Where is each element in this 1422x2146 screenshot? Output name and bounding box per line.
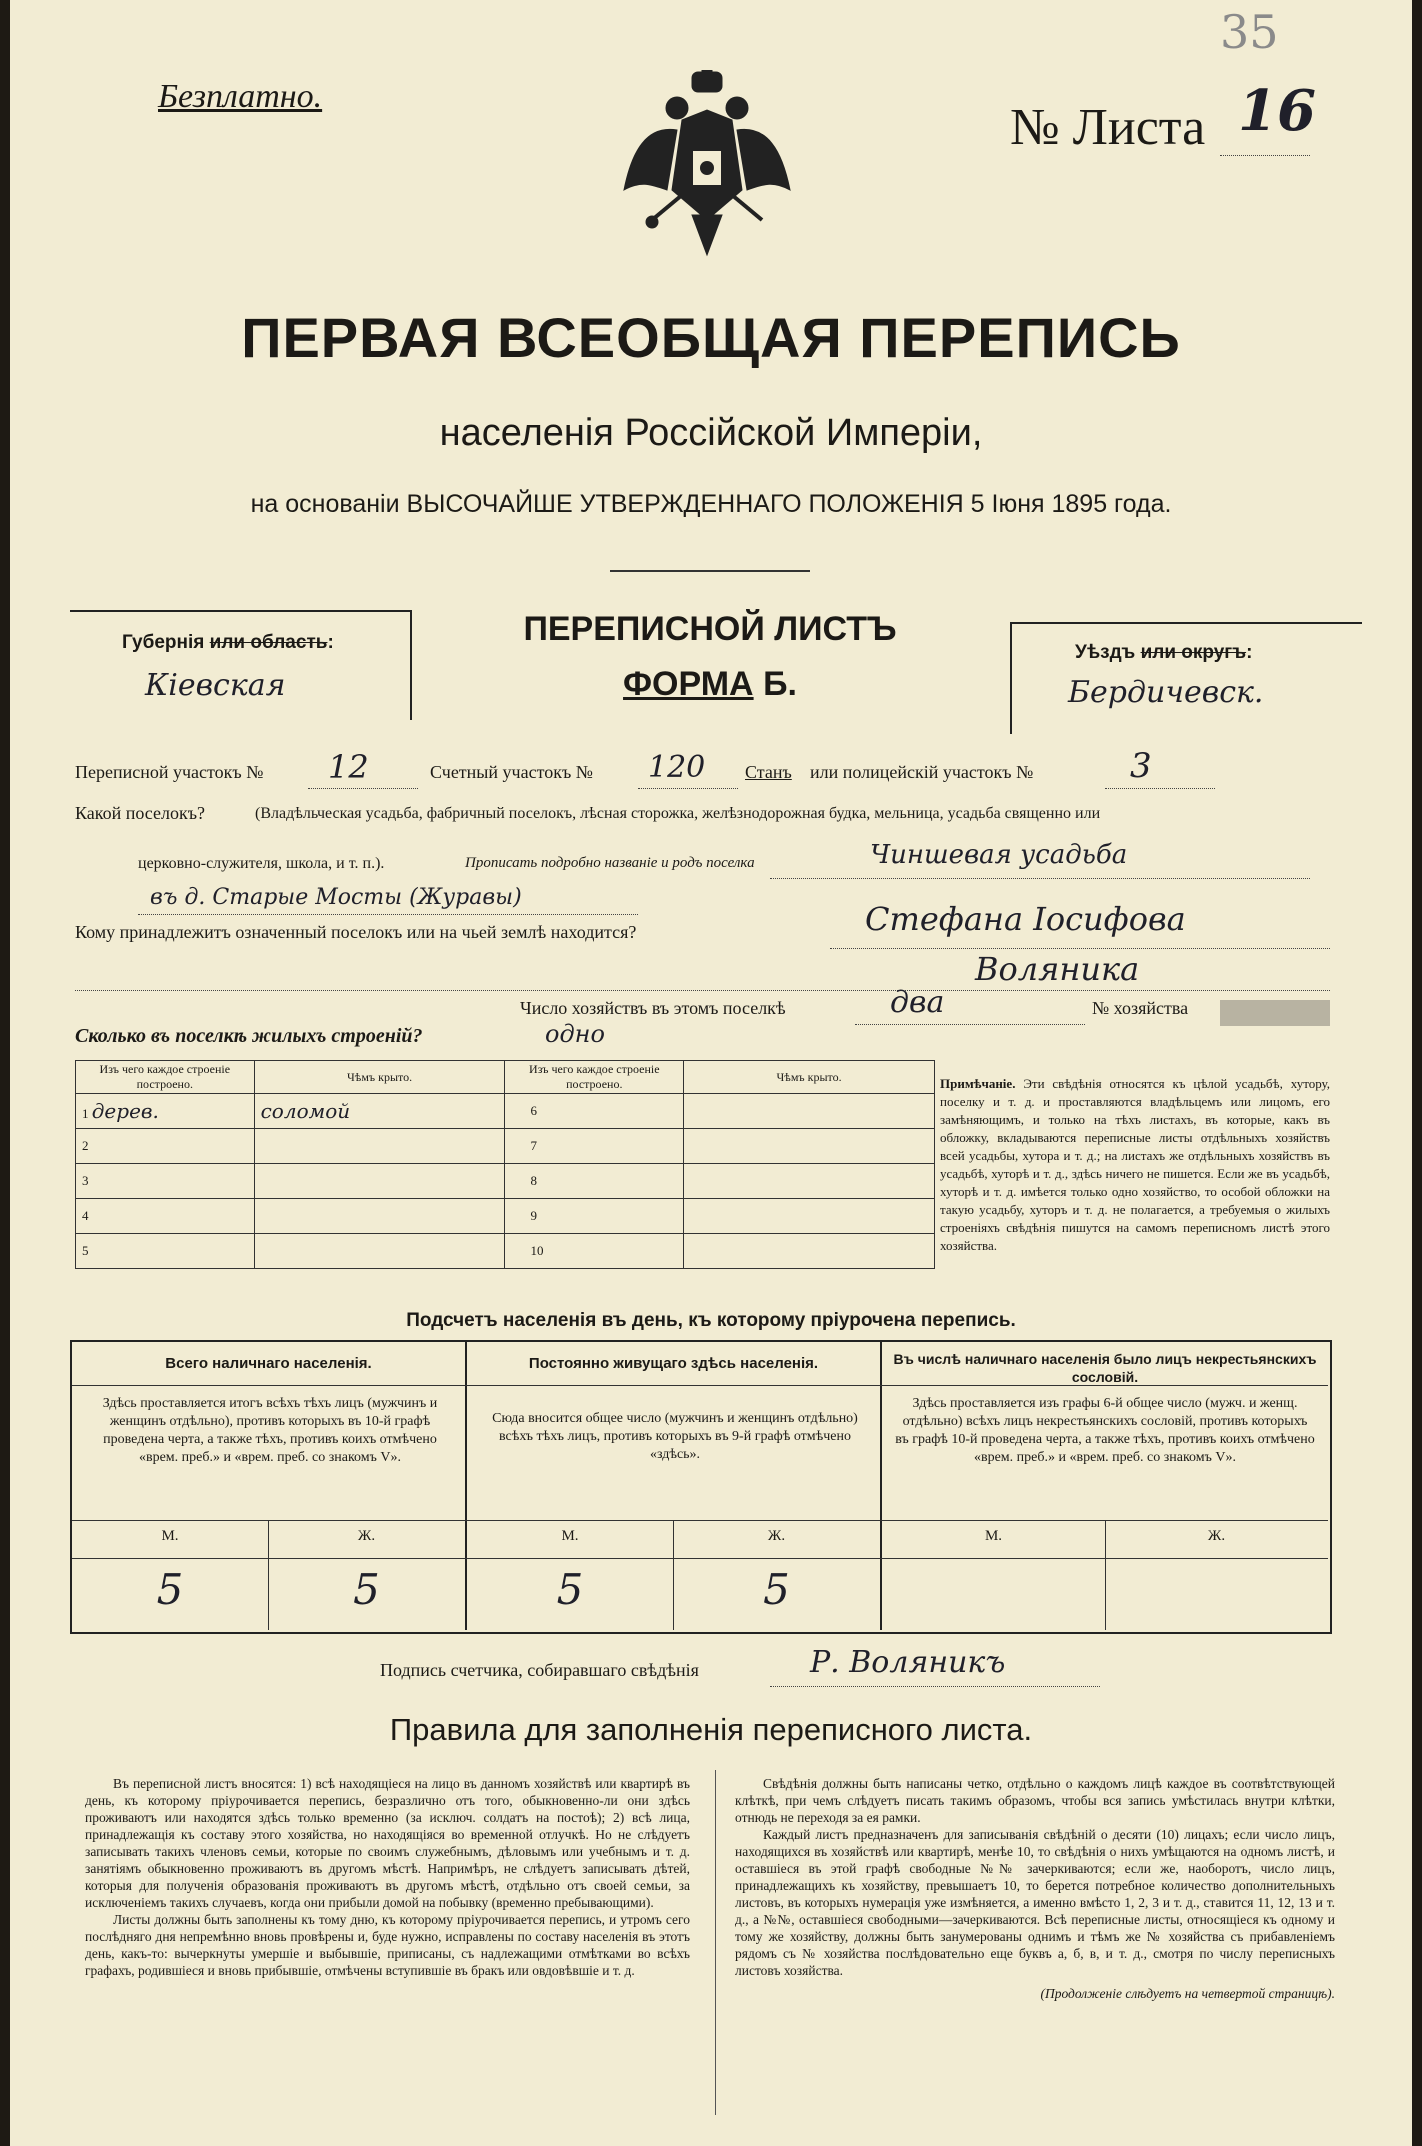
census-district-value: 12 bbox=[328, 748, 369, 786]
settlement-value: Чиншевая усадьба bbox=[870, 840, 1128, 870]
rules-divider bbox=[715, 1770, 716, 2115]
buildings-value: одно bbox=[545, 1020, 605, 1048]
total-f-value: 5 bbox=[353, 1565, 380, 1614]
form-type: ФОРМА Б. bbox=[623, 665, 797, 703]
count-district-label: Счетный участокъ № bbox=[430, 762, 593, 782]
owner-question: Кому принадлежитъ означенный поселокъ или на чьей землѣ находится? bbox=[75, 922, 637, 942]
subtitle-decree: на основаніи ВЫСОЧАЙШЕ УТВЕРЖДЕННАГО ПОЛОЖЕНІЯ 5 Іюня 1895 года. bbox=[250, 490, 1172, 518]
non-peasant-f-label: Ж. bbox=[1207, 1528, 1226, 1544]
household-number-redacted bbox=[1220, 1000, 1330, 1026]
rules-continued: (Продолженіе слѣдуетъ на четвертой страницѣ). bbox=[1040, 1986, 1335, 2001]
census-district-label: Переписной участокъ № bbox=[75, 762, 264, 782]
sheet-number-value: 16 bbox=[1238, 78, 1316, 144]
total-f-label: Ж. bbox=[357, 1528, 376, 1544]
rules-right-paragraph-2: Каждый листъ предназначенъ для записыванія свѣдѣній о десяти (10) лицахъ; если число лицъ, находящихся въ хозяйствѣ или квартирѣ, менѣе 10, то свѣдѣнія о нихъ умѣщаются на одномъ листѣ, и оставшіеся въ этой графѣ свободные №№ зачеркиваются; если же, наоборотъ, число лицъ, принадлежащихъ къ хозяйству, превышаетъ 10, то берется потребное количество дополнительныхъ листовъ, въ которыхъ нумерація уже измѣняется, а именно вмѣсто 1, 2, 3 и т. д., ставится 11, 12, 13 и т. д., а №№, оставшіеся свободными—зачеркиваются. Всѣ переписные листы, относящіеся къ одному и тому же хозяйству, должны быть занумерованы однимъ и тѣмъ же № хозяйства съ прибавленіемъ рядомъ съ № хозяйства послѣдовательно еще буквъ а, б, в, и т. д., смотря по числу переписныхъ листовъ хозяйства. bbox=[735, 1827, 1335, 1978]
form-name: ПЕРЕПИСНОЙ ЛИСТЪ bbox=[523, 610, 897, 648]
owner-value-2: Воляника bbox=[975, 950, 1140, 988]
non-peasant-text: Здѣсь проставляется изъ графы 6-й общее число (мужч. и женщ. отдѣльно) всѣхъ лицъ некрестьянскихъ сословій, противъ которыхъ въ графѣ 10-й проведена черта, а также тѣхъ, противъ коихъ отмѣчено «врем. преб.» и «врем. преб. со знакомъ V». bbox=[895, 1396, 1315, 1465]
permanent-f-label: Ж. bbox=[767, 1528, 786, 1544]
signature-value: Р. Воляникъ bbox=[810, 1645, 1006, 1680]
main-title: ПЕРВАЯ ВСЕОБЩАЯ ПЕРЕПИСЬ bbox=[241, 306, 1181, 369]
sheet-number-label: № Листа bbox=[1010, 99, 1206, 156]
census-sheet-page bbox=[10, 0, 1412, 2146]
buildings-col-material-2: Изъ чего каждое строеніе построено. bbox=[505, 1061, 684, 1094]
permanent-m-label: М. bbox=[561, 1528, 579, 1544]
uezd-label: Уѣздъ или округъ: bbox=[1075, 642, 1253, 663]
total-population-text: Здѣсь проставляется итогъ всѣхъ тѣхъ лицъ (мужчинъ и женщинъ отдѣльно), противъ которыхъ въ 10-й графѣ проведена черта, а также тѣхъ, противъ коихъ отмѣчено «врем. преб.» и «врем. преб. со знакомъ V». bbox=[102, 1396, 438, 1465]
household-number-label: № хозяйства bbox=[1092, 998, 1189, 1018]
total-m-label: М. bbox=[161, 1528, 179, 1544]
population-title: Подсчетъ населенія въ день, къ которому пріурочена перепись. bbox=[406, 1310, 1016, 1331]
table-row: 5 10 bbox=[76, 1234, 935, 1269]
rules-right-column bbox=[735, 1775, 1335, 2002]
rules-left-paragraph-2: Листы должны быть заполнены къ тому дню, къ которому пріурочивается перепись, и утромъ сего послѣдняго дня непремѣнно вновь провѣрены и, буде нужно, исправлены по составу населенія въ этотъ день, какъ-то: вычеркнуты умершіе и выбывшіе, приписаны, съ надлежащими отмѣтками во всѣхъ графахъ, родившіеся и вновь прибывшіе, отмѣчены вступившіе въ бракъ или овдовѣвшіе и т. д. bbox=[85, 1912, 690, 1978]
uezd-value: Бердичевск. bbox=[1068, 675, 1264, 710]
count-district-value: 120 bbox=[648, 750, 706, 785]
stan-label: Станъ bbox=[745, 762, 792, 782]
police-district-label: или полицейскій участокъ № bbox=[810, 762, 1034, 782]
permanent-m-value: 5 bbox=[556, 1565, 584, 1614]
table-row: 1 дерев. соломой 6 bbox=[76, 1094, 935, 1129]
settlement-hint-2: церковно-служителя, школа, и т. п.). bbox=[138, 855, 385, 872]
settlement-value-2: въ д. Старые Мосты (Журавы) bbox=[150, 885, 522, 910]
table-row: 4 9 bbox=[76, 1199, 935, 1234]
total-population-title: Всего наличнаго населенія. bbox=[165, 1355, 372, 1372]
buildings-table bbox=[75, 1060, 935, 1269]
buildings-col-roof-2: Чѣмъ крыто. bbox=[684, 1061, 935, 1094]
settlement-hint: (Владѣльческая усадьба, фабричный поселокъ, лѣсная сторожка, желѣзнодорожная будка, мельница, усадьба священно или bbox=[255, 805, 1101, 822]
free-label: Безплатно. bbox=[158, 78, 323, 115]
gubernia-value: Кіевская bbox=[145, 668, 286, 703]
rules-title: Правила для заполненія переписного листа. bbox=[389, 1712, 1033, 1747]
rules-right-paragraph-1: Свѣдѣнія должны быть написаны четко, отдѣльно о каждомъ лицѣ каждое въ соотвѣтствующей клѣткѣ, при чемъ слѣдуетъ писать такимъ образомъ, чтобы вся запись умѣстилась внутри клѣтки, отнюдь не переходя за ея рамки. bbox=[735, 1776, 1335, 1825]
buildings-question: Сколько въ поселкѣ жилыхъ строеній? bbox=[75, 1025, 423, 1047]
settlement-question: Какой поселокъ? bbox=[75, 803, 206, 823]
rules-left-column bbox=[85, 1775, 690, 1979]
buildings-col-roof: Чѣмъ крыто. bbox=[254, 1061, 505, 1094]
owner-value: Стефана Іосифова bbox=[865, 900, 1186, 938]
note-text: Примѣчаніе. Эти свѣдѣнія относятся къ цѣлой усадьбѣ, хутору, поселку и т. д. и проставляются владѣльцемъ или лицомъ, его замѣняющимъ, и только на тѣхъ листахъ, въ которые, какъ въ обложку, вкладываются переписные листы отдѣльныхъ хозяйствъ всей усадьбы, хутора и т. д.; на листахъ же отдѣльныхъ хозяйствъ въ усадьбѣ, хуторѣ и т. д., здѣсь ничего не пишется. Если же въ усадьбѣ, хуторѣ и т. д. имѣется только одно хозяйство, то особой обложки на такую усадьбу, хуторъ и т. д. не полагается, а требуемыя о жилыхъ строеніяхъ свѣдѣнія пишутся на самомъ переписномъ листѣ этого хозяйства. bbox=[940, 1076, 1331, 1253]
permanent-f-value: 5 bbox=[763, 1565, 790, 1614]
permanent-population-title: Постоянно живущаго здѣсь населенія. bbox=[528, 1355, 819, 1372]
settlement-hint-italic: Прописать подробно названіе и родъ поселка bbox=[465, 855, 755, 871]
non-peasant-m-label: М. bbox=[984, 1528, 1003, 1544]
police-district-value: 3 bbox=[1130, 746, 1152, 786]
rules-left-paragraph-1: Въ переписной листъ вносятся: 1) всѣ находящіеся на лицо въ данномъ хозяйствѣ или квартирѣ въ день, къ которому пріурочивается перепись, безразлично отъ того, обыкновенно-ли они здѣсь проживаютъ или находятся здѣсь только временно (за исключ. солдатъ на постоѣ); 2) всѣ лица, принадлежащія къ составу этого хозяйства, но находящіяся во временной отлучкѣ. Но не слѣдуетъ записывать такихъ членовъ семьи, которые по своимъ служебнымъ, дѣловымъ или учебнымъ и т. д. занятіямъ обыкновенно проживаютъ въ другомъ мѣстѣ. Напримѣръ, не слѣдуетъ записывать дѣтей, которыя для полученія образованія проживаютъ въ другомъ мѣстѣ, отдѣльно отъ своей семьи, за исключеніемъ такихъ случаевъ, когда они прибыли домой на побывку (временно пребывающими). bbox=[85, 1776, 690, 1910]
double-headed-eagle-icon bbox=[622, 70, 792, 270]
signature-label: Подпись счетчика, собиравшаго свѣдѣнія bbox=[380, 1660, 699, 1680]
permanent-population-text: Сюда вносится общее число (мужчинъ и женщинъ отдѣльно) всѣхъ тѣхъ лицъ, противъ которыхъ въ 9-й графѣ отмѣчено «здѣсь». bbox=[492, 1411, 858, 1462]
gubernia-box bbox=[70, 610, 412, 720]
households-value: два bbox=[890, 985, 945, 1020]
divider bbox=[610, 570, 810, 572]
gubernia-label: Губернія или область: bbox=[122, 632, 334, 653]
table-row: 2 7 bbox=[76, 1129, 935, 1164]
households-label: Число хозяйствъ въ этомъ поселкѣ bbox=[520, 998, 786, 1018]
subtitle-empire: населенія Россійской Имперіи, bbox=[439, 412, 983, 454]
buildings-col-material: Изъ чего каждое строеніе построено. bbox=[76, 1061, 255, 1094]
corner-number: 35 bbox=[1220, 5, 1279, 59]
table-row: 3 8 bbox=[76, 1164, 935, 1199]
non-peasant-title: Въ числѣ наличнаго населенія было лицъ некрестьянскихъ сословій. bbox=[893, 1351, 1317, 1385]
total-m-value: 5 bbox=[156, 1565, 184, 1614]
